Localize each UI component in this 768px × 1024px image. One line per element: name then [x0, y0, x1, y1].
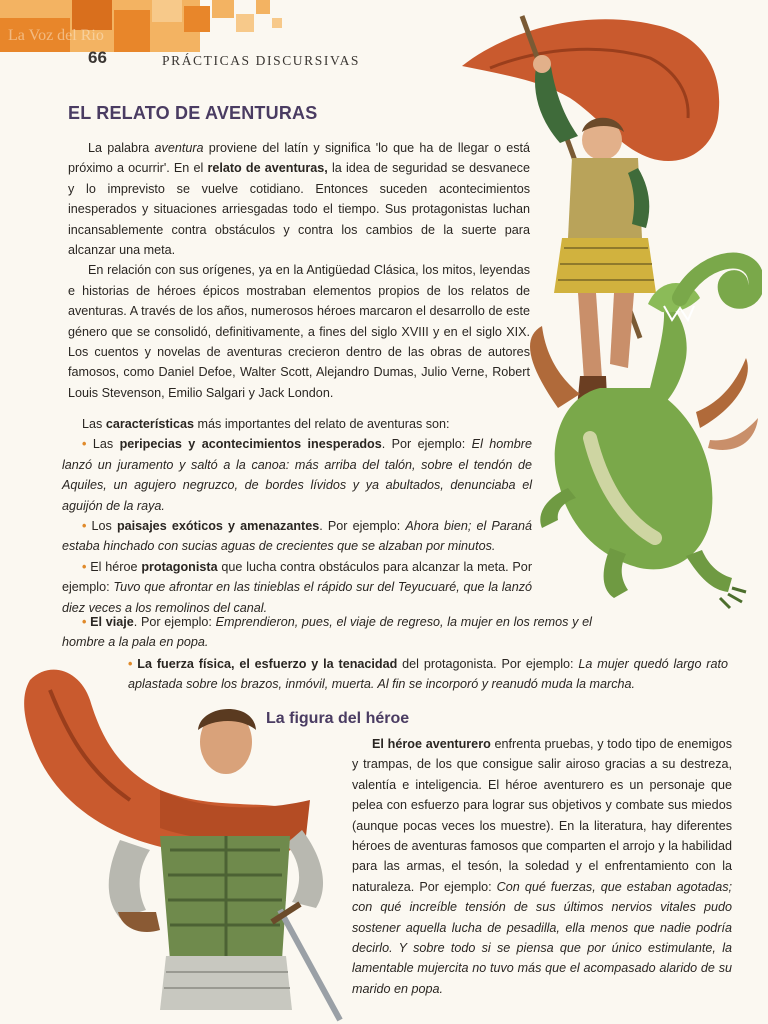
- item-example: Tuvo que afrontar en las tinieblas el rápido sur del Teyucuaré, que la lanzó diez veces a los remolinos del canal.: [62, 580, 532, 615]
- characteristics-list-last: [128, 654, 728, 695]
- item-pre: Las: [92, 437, 120, 452]
- intro-paragraph-1: [68, 138, 530, 260]
- item-example: El hombre lanzó un juramento y saltó a la canoa: más arriba del talón, sobre el tendón de Aquiles, un agujero negruzco, de bordes lívidos y ya abultados, denunciaba el aguijón de la raya.: [62, 437, 532, 513]
- item-pre: Los: [91, 519, 117, 534]
- characteristics-intro: [62, 414, 532, 434]
- bullet-icon: •: [82, 437, 87, 452]
- article-title: EL RELATO DE AVENTURAS: [68, 103, 318, 123]
- chars-intro-c: más importantes del relato de aventuras son:: [194, 417, 450, 431]
- item-post: . Por ejemplo:: [381, 437, 472, 452]
- characteristic-item: [62, 516, 532, 557]
- p1-text-a: La palabra: [88, 141, 155, 155]
- item-example: Emprendieron, pues, el viaje de regreso, la mujer en los remos y el hombre a la pala en popa.: [62, 615, 592, 650]
- hero-term: El héroe aventurero: [372, 737, 491, 751]
- intro-paragraph-2: En relación con sus orígenes, ya en la Antigüedad Clásica, los mitos, leyendas e historias de héroes épicos mostraban elementos propios de los relatos de aventuras. A través de los años, numerosos héroes marcaron el desarrollo de este género que se consolidó, definitivamente, a fines del siglo XVIII y en el siglo XIX. Los cuentos y novelas de aventuras crecieron dentro de las obras de autores famosos, como Daniel Defoe, Walter Scott, Alejandro Dumas, Julio Verne, Robert Louis Stevenson, Emilio Salgari y Jack London.: [68, 263, 530, 400]
- item-example: Ahora bien; el Paraná estaba hinchado con sucias aguas de crecientes que se alzaban por minutos.: [62, 519, 533, 554]
- hero-paragraph: [352, 734, 732, 999]
- page-number: 66: [88, 48, 107, 67]
- bullet-icon: •: [82, 615, 87, 629]
- item-term: El viaje: [90, 615, 134, 629]
- running-head: PRÁCTICAS DISCURSIVAS: [162, 53, 361, 68]
- p1-term-relato: relato de aventuras,: [207, 161, 328, 176]
- hero-text: [352, 734, 732, 999]
- characteristics-list: [62, 414, 532, 618]
- p1-text-b: proviene del latín y significa 'lo que ha de llegar o está próximo a ocurrir'. En el: [68, 141, 530, 176]
- chars-intro-a: Las: [82, 417, 106, 431]
- bullet-icon: •: [82, 519, 87, 534]
- item-term: protagonista: [141, 559, 218, 574]
- characteristic-item: [62, 612, 592, 653]
- section-title-hero: La figura del héroe: [266, 710, 410, 727]
- item-post: del protagonista. Por ejemplo:: [397, 657, 579, 671]
- characteristics-list-continued: [62, 612, 592, 653]
- item-term: La fuerza física, el esfuerzo y la tenacidad: [137, 657, 398, 671]
- svg-text:La Voz del Rio: La Voz del Rio: [8, 27, 104, 44]
- intro-text: [68, 138, 530, 403]
- chars-intro-term: características: [105, 417, 195, 431]
- characteristic-item: [62, 557, 532, 618]
- item-example: La mujer quedó largo rato aplastada sobre los brazos, inmóvil, muerta. Al fin se incorporó y reanudó muda la marcha.: [128, 657, 728, 692]
- characteristic-item: [128, 654, 728, 695]
- p1-text-c: la idea de seguridad se desvanece y lo imprevisto se vuelve cotidiano. Entonces suceden acontecimientos inesperados y situaciones arriesgadas todo el tiempo. Sus protagonistas luchan incansablemente contra obstáculos y contra los cambios de la suerte para alcanzar una meta.: [68, 161, 530, 258]
- bullet-icon: •: [82, 559, 87, 574]
- item-post: que lucha contra obstáculos para alcanzar la meta. Por ejemplo:: [62, 559, 533, 595]
- hero-body: enfrenta pruebas, y todo tipo de enemigos y trampas, de los que consigue salir airoso gracias a su destreza, valentía e inteligencia. El héroe aventurero es un personaje que pelea con esfuerzo para lograr sus objetivos y combate sus miedos (aunque pocas veces los muestre). En la literatura, hay diferentes héroes de aventuras famosos que comparten el arrojo y la habilidad para las armas, el tesón, la soledad y el enfrentamiento con la naturaleza. Por ejemplo:: [352, 737, 732, 894]
- bullet-icon: •: [128, 657, 133, 671]
- item-pre: El héroe: [90, 559, 142, 574]
- hero-example: Con qué fuerzas, que estaban agotadas; con qué increíble tensión de sus últimos nervios vitales pudo sostener aquella lucha de pesadilla, ella menos que nadie podría decirlo. Y sobre todo si se piensa que por único estimulante, la lamentable mujercita no tuvo más que el acompasado alarido de su marido en popa.: [352, 879, 732, 996]
- header-decoration: [0, 0, 290, 52]
- item-term: peripecias y acontecimientos inesperados: [119, 437, 382, 452]
- item-term: paisajes exóticos y amenazantes: [116, 519, 320, 534]
- characteristic-item: [62, 434, 532, 516]
- p1-term-aventura: aventura: [154, 141, 204, 155]
- item-post: . Por ejemplo:: [133, 615, 216, 629]
- item-post: . Por ejemplo:: [319, 519, 406, 534]
